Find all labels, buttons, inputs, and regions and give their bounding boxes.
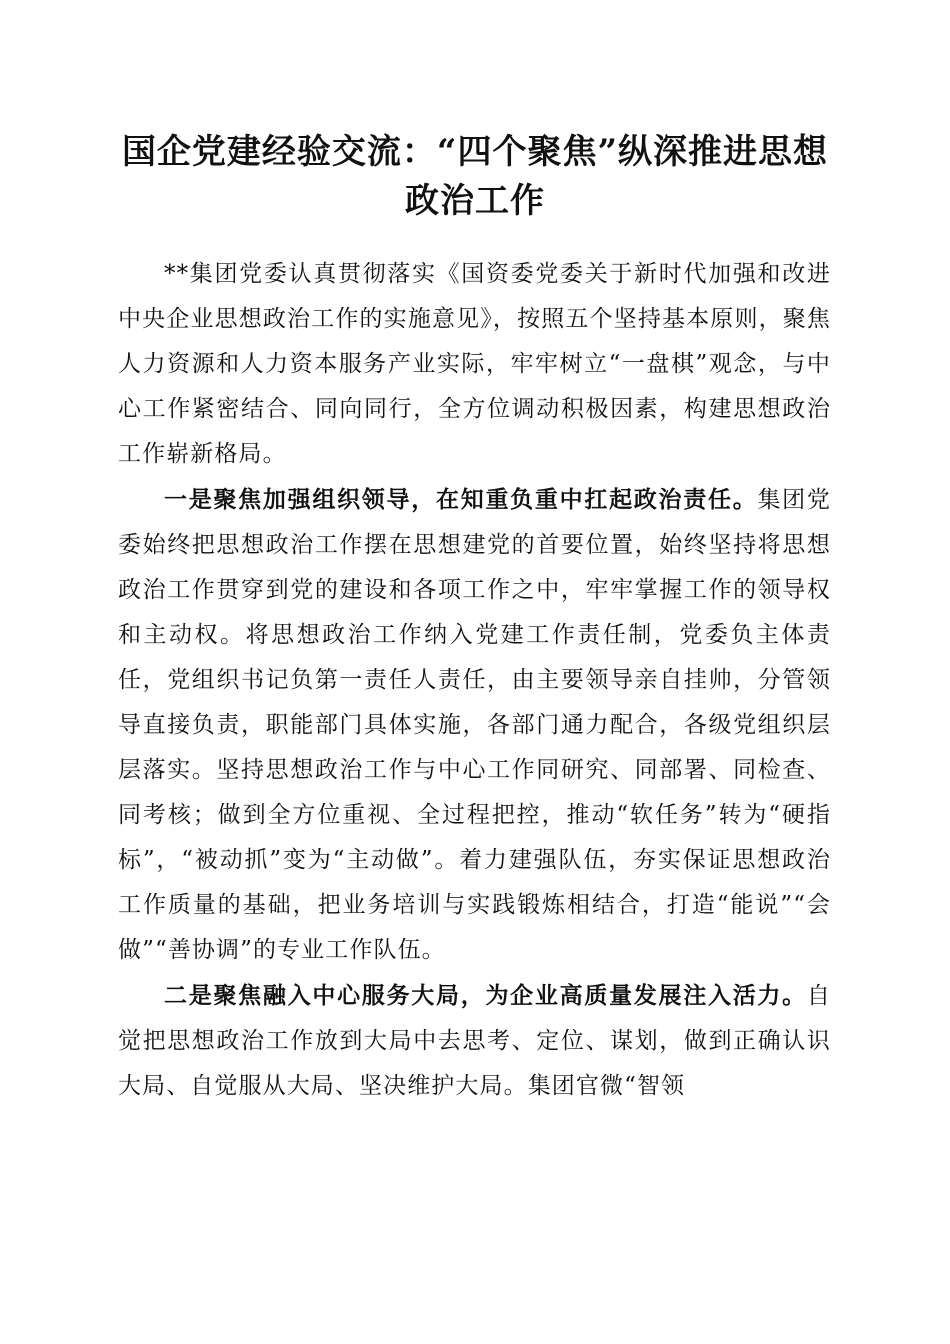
section-one-paragraph [118, 477, 831, 973]
paragraph-text: 自觉把思想政治工作放到大局中去思考、定位、谋划，做到正确认识大局、自觉服从大局、坚决维护大局。集团官微“智领 [118, 983, 831, 1099]
intro-paragraph [118, 252, 831, 477]
paragraph-text: **集团党委认真贯彻落实《国资委党委关于新时代加强和改进中央企业思想政治工作的实施意见》，按照五个坚持基本原则，聚焦人力资源和人力资本服务产业实际，牢牢树立“一盘棋”观念，与中心工作紧密结合、同向同行，全方位调动积极因素，构建思想政治工作崭新格局。 [118, 261, 831, 467]
document-body [118, 252, 831, 1109]
section-two-paragraph [118, 973, 831, 1109]
section-one-heading: 一是聚焦加强组织领导，在知重负重中扛起政治责任。 [164, 486, 758, 513]
document-title: 国企党建经验交流：“四个聚焦”纵深推进思想政治工作 [121, 132, 829, 221]
paragraph-text: 集团党委始终把思想政治工作摆在思想建党的首要位置，始终坚持将思想政治工作贯穿到党的建设和各项工作之中，牢牢掌握工作的领导权和主动权。将思想政治工作纳入党建工作责任制，党委负主体责任，党组织书记负第一责任人责任，由主要领导亲自挂帅，分管领导直接负责，职能部门具体实施，各部门通力配合，各级党组织层层落实。坚持思想政治工作与中心工作同研究、同部署、同检查、同考核；做到全方位重视、全过程把控，推动“软任务”转为“硬指标”，“被动抓”变为“主动做”。着力建强队伍，夯实保证思想政治工作质量的基础，把业务培训与实践锻炼相结合，打造“能说”“会做”“善协调”的专业工作队伍。 [118, 487, 831, 963]
section-two-heading: 二是聚焦融入中心服务大局，为企业高质量发展注入活力。 [164, 982, 807, 1009]
